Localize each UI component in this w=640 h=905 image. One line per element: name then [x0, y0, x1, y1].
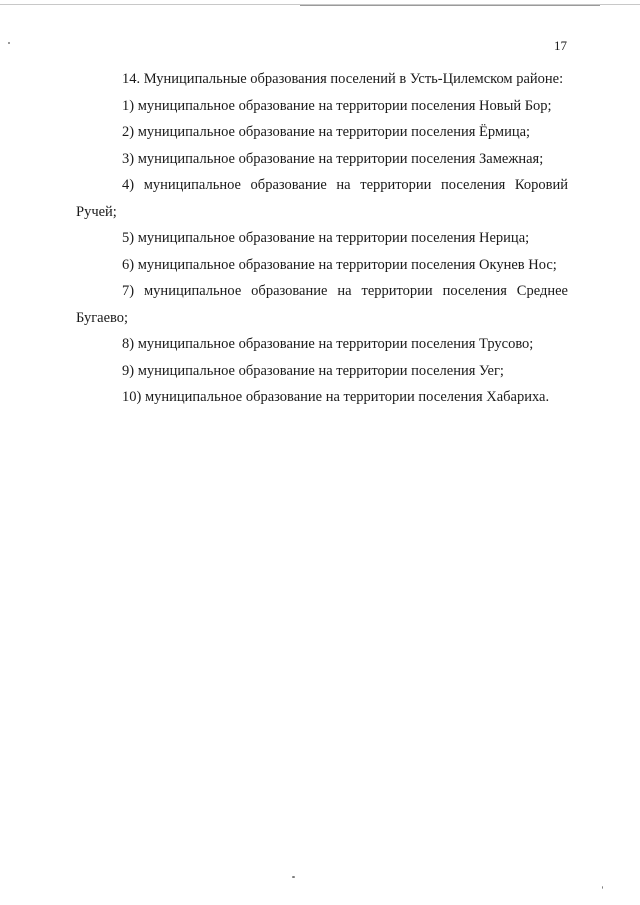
section-heading: 14. Муниципальные образования поселений в Усть-Цилемском районе: — [122, 71, 564, 87]
list-item: 2) муниципальное образование на территории поселения Ёрмица; — [122, 124, 531, 140]
document-body — [76, 66, 568, 411]
list-item: 4) муниципальное образование на территории поселения Коровий Ручей; — [76, 177, 568, 220]
list-item: 5) муниципальное образование на территории поселения Нерица; — [122, 230, 530, 246]
list-item: 6) муниципальное образование на территории поселения Окунев Нос; — [122, 256, 557, 273]
scan-speck — [292, 876, 295, 878]
scan-speck — [602, 886, 603, 889]
page-number: 17 — [554, 38, 567, 53]
list-item: 9) муниципальное образование на территории поселения Уег; — [122, 362, 504, 379]
list-item: 3) муниципальное образование на территории поселения Замежная; — [122, 150, 544, 167]
list-item: 10) муниципальное образование на территории поселения Хабариха. — [122, 389, 550, 405]
list-item: 7) муниципальное образование на территории поселения Среднее Бугаево; — [76, 283, 568, 326]
list-item: 1) муниципальное образование на территории поселения Новый Бор; — [122, 97, 552, 114]
scan-speck — [8, 42, 10, 44]
list-item: 8) муниципальное образование на территории поселения Трусово; — [122, 336, 534, 352]
scan-top-edge-shadow — [300, 5, 600, 6]
